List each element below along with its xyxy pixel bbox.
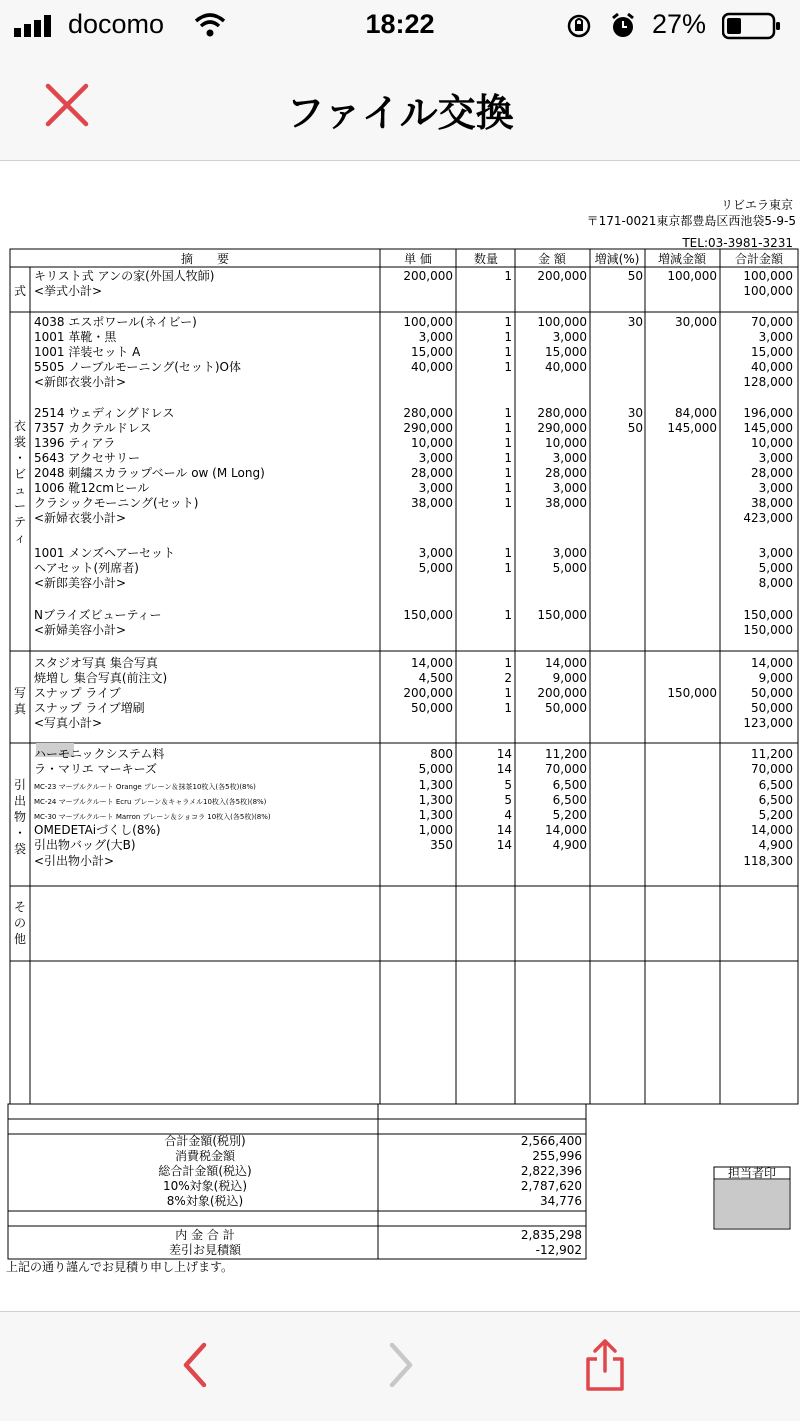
item-name: スタジオ写真 集合写真	[34, 656, 158, 670]
line-total: 5,000	[758, 561, 793, 575]
quantity: 1	[504, 656, 512, 670]
unit-price: 800	[430, 747, 453, 761]
quantity: 14	[496, 838, 512, 852]
item-name: MC-23 マーブルクルート Orange プレーン＆抹茶10枚入(各5枚)(8%)	[34, 783, 256, 791]
section-label-char: ・	[13, 451, 27, 465]
status-bar	[0, 0, 800, 52]
item-name: 5643 アクセサリー	[34, 451, 140, 465]
amount: 100,000	[537, 315, 587, 329]
line-total: 123,000	[743, 716, 793, 730]
unit-price: 290,000	[403, 421, 453, 435]
line-total: 3,000	[758, 451, 793, 465]
quantity: 1	[504, 269, 512, 283]
unit-price: 200,000	[403, 686, 453, 700]
back-arrow-icon[interactable]	[172, 1337, 222, 1393]
line-total: 28,000	[751, 466, 793, 480]
unit-price: 3,000	[418, 481, 453, 495]
item-name: <写真小計>	[34, 716, 103, 730]
quantity: 1	[504, 451, 512, 465]
amount: 38,000	[545, 496, 587, 510]
line-total: 196,000	[743, 406, 793, 420]
header-item: 摘 要	[180, 252, 230, 266]
unit-price: 200,000	[403, 269, 453, 283]
amount: 11,200	[545, 747, 587, 761]
summary-label: 消費税金額	[174, 1149, 236, 1163]
unit-price: 1,300	[418, 808, 453, 822]
header-amount: 金 額	[538, 252, 566, 266]
unit-price: 350	[430, 838, 453, 852]
amount: 6,500	[552, 793, 587, 807]
amount: 5,200	[552, 808, 587, 822]
line-total: 4,900	[758, 838, 793, 852]
line-total: 423,000	[743, 511, 793, 525]
line-total: 11,200	[751, 747, 793, 761]
unit-price: 40,000	[411, 360, 453, 374]
summary-label: 合計金額(税別)	[164, 1134, 246, 1148]
amount: 70,000	[545, 762, 587, 776]
change-percent: 30	[627, 315, 643, 329]
quantity: 1	[504, 421, 512, 435]
amount: 14,000	[545, 823, 587, 837]
page-title: ファイル交換	[286, 91, 514, 135]
line-total: 100,000	[743, 269, 793, 283]
battery-percent: 27%	[652, 9, 707, 39]
item-name: Nブライズビューティー	[34, 608, 162, 622]
unit-price: 1,000	[418, 823, 453, 837]
unit-price: 50,000	[411, 701, 453, 715]
line-total: 15,000	[751, 345, 793, 359]
item-name: MC-24 マーブルクルート Ecru プレーン＆キャラメル10枚入(各5枚)(8%)	[34, 798, 267, 806]
unit-price: 3,000	[418, 330, 453, 344]
section-labels	[14, 283, 27, 946]
summary-label: 総合計金額(税込)	[158, 1164, 252, 1178]
quantity: 1	[504, 330, 512, 344]
forward-arrow-icon	[374, 1337, 424, 1393]
line-total: 3,000	[758, 546, 793, 560]
quantity: 1	[504, 496, 512, 510]
section-label-char: 出	[13, 794, 27, 808]
change-amount: 100,000	[667, 269, 717, 283]
quantity: 14	[496, 762, 512, 776]
change-percent: 50	[627, 269, 643, 283]
quantity: 4	[504, 808, 512, 822]
summary-label: 10%対象(税込)	[162, 1179, 248, 1193]
bottom-toolbar	[0, 1311, 800, 1421]
section-label-char: そ	[13, 900, 27, 914]
line-total: 100,000	[743, 284, 793, 298]
section-label-char: 他	[13, 932, 27, 946]
quantity: 14	[496, 747, 512, 761]
item-name: 1006 靴12cmヒール	[34, 481, 150, 495]
quantity: 1	[504, 315, 512, 329]
item-name: <新郎美容小計>	[34, 576, 127, 590]
summary-value: 2,566,400	[520, 1134, 582, 1148]
item-name: 1001 洋装セット A	[34, 345, 141, 359]
quantity: 1	[504, 686, 512, 700]
item-name: 2514 ウェディングドレス	[34, 406, 175, 420]
summary-value: 2,822,396	[520, 1164, 582, 1178]
summary-value: 2,835,298	[520, 1228, 582, 1242]
amount: 10,000	[545, 436, 587, 450]
quantity: 1	[504, 608, 512, 622]
unit-price: 100,000	[403, 315, 453, 329]
item-name: <新郎衣裳小計>	[34, 375, 127, 389]
item-name: OMEDETAiづくし(8%)	[34, 823, 161, 837]
header-change: 増減金額	[657, 252, 707, 266]
quantity: 5	[504, 778, 512, 792]
line-total: 50,000	[751, 686, 793, 700]
item-name: 7357 カクテルドレス	[34, 421, 152, 435]
item-name: 1396 ティアラ	[34, 436, 116, 450]
section-label-char: の	[13, 916, 27, 930]
amount: 3,000	[552, 330, 587, 344]
quantity: 1	[504, 481, 512, 495]
line-total: 150,000	[743, 623, 793, 637]
unit-price: 15,000	[411, 345, 453, 359]
line-total: 50,000	[751, 701, 793, 715]
quantity: 1	[504, 561, 512, 575]
unit-price: 5,000	[418, 561, 453, 575]
line-total: 145,000	[743, 421, 793, 435]
amount: 6,500	[552, 778, 587, 792]
section-label-char: 式	[13, 284, 27, 298]
amount: 150,000	[537, 608, 587, 622]
header-qty: 数量	[473, 252, 499, 266]
unit-price: 3,000	[418, 451, 453, 465]
amount: 28,000	[545, 466, 587, 480]
quantity: 1	[504, 701, 512, 715]
item-name: <挙式小計>	[34, 284, 103, 298]
summary-label: 差引お見積額	[168, 1243, 242, 1257]
quantity: 1	[504, 360, 512, 374]
amount: 40,000	[545, 360, 587, 374]
item-name: <新婦衣裳小計>	[34, 511, 127, 525]
item-name: 4038 エスポワール(ネイビー)	[34, 315, 197, 329]
amount: 200,000	[537, 686, 587, 700]
company-tel: TEL:03-3981-3231	[682, 236, 793, 250]
amount: 200,000	[537, 269, 587, 283]
change-percent: 30	[627, 406, 643, 420]
footer-note: 上記の通り謹んでお見積り申し上げます。	[6, 1260, 234, 1274]
line-total: 5,200	[758, 808, 793, 822]
item-name: <引出物小計>	[34, 854, 115, 868]
line-total: 3,000	[758, 330, 793, 344]
item-name: スナップ ライブ	[34, 686, 121, 700]
summary-value: 34,776	[540, 1194, 582, 1208]
amount: 5,000	[552, 561, 587, 575]
item-name: ハーモニックシステム料	[34, 747, 165, 761]
alarm-icon	[610, 12, 636, 40]
line-total: 9,000	[758, 671, 793, 685]
amount: 15,000	[545, 345, 587, 359]
section-label-char: 裳	[13, 435, 27, 449]
section-label-char: 写	[13, 686, 27, 700]
document-preview[interactable]	[0, 161, 800, 1311]
item-name: 5505 ノーブルモーニング(セット)O体	[34, 360, 242, 374]
quantity: 1	[504, 466, 512, 480]
line-total: 40,000	[751, 360, 793, 374]
amount: 9,000	[552, 671, 587, 685]
change-amount: 150,000	[667, 686, 717, 700]
line-total: 14,000	[751, 656, 793, 670]
line-total: 128,000	[743, 375, 793, 389]
amount: 50,000	[545, 701, 587, 715]
item-name: MC-30 マーブルクルート Marron プレーン＆ショコラ 10枚入(各5枚)(8%)	[34, 813, 271, 821]
line-items	[34, 268, 793, 868]
quantity: 1	[504, 546, 512, 560]
header-pct: 増減(%)	[594, 252, 640, 266]
line-total: 150,000	[743, 608, 793, 622]
share-icon[interactable]	[580, 1337, 630, 1393]
header-total: 合計金額	[734, 252, 784, 266]
header-unit-price: 単 価	[404, 252, 432, 266]
item-name: 引出物バッグ(大B)	[34, 838, 136, 852]
line-total: 118,300	[743, 854, 793, 868]
line-total: 6,500	[758, 778, 793, 792]
line-total: 14,000	[751, 823, 793, 837]
amount: 3,000	[552, 451, 587, 465]
section-label-char: 真	[13, 702, 27, 716]
stamp-label: 担当者印	[727, 1166, 777, 1180]
unit-price: 5,000	[418, 762, 453, 776]
section-label-char: 物	[13, 810, 27, 824]
quantity: 2	[504, 671, 512, 685]
summary-label: 内 金 合 計	[175, 1228, 235, 1242]
item-name: 1001 メンズヘアーセット	[34, 546, 176, 560]
unit-price: 4,500	[418, 671, 453, 685]
section-label-char: ビ	[13, 467, 27, 481]
item-name: ラ・マリエ マーキーズ	[34, 762, 157, 776]
amount: 280,000	[537, 406, 587, 420]
unit-price: 280,000	[403, 406, 453, 420]
amount: 3,000	[552, 546, 587, 560]
summary-label: 8%対象(税込)	[166, 1194, 244, 1208]
item-name: <新婦美容小計>	[34, 623, 127, 637]
line-total: 70,000	[751, 762, 793, 776]
item-name: キリスト式 アンの家(外国人牧師)	[34, 269, 215, 283]
section-label-char: 引	[13, 778, 27, 792]
amount: 3,000	[552, 481, 587, 495]
item-name: 1001 革靴・黒	[34, 330, 117, 344]
rotation-lock-icon	[566, 13, 592, 39]
item-name: 焼増し 集合写真(前注文)	[34, 671, 168, 685]
estimate-sheet	[0, 161, 800, 1311]
item-name: 2048 刺繍スカラップベール ow (M Long)	[34, 466, 265, 480]
section-label-char: 衣	[13, 419, 27, 433]
change-percent: 50	[627, 421, 643, 435]
unit-price: 150,000	[403, 608, 453, 622]
section-label-char: テ	[13, 515, 27, 529]
line-total: 38,000	[751, 496, 793, 510]
section-label-char: 袋	[13, 842, 27, 856]
carrier-name: docomo	[68, 9, 165, 39]
unit-price: 10,000	[411, 436, 453, 450]
line-total: 70,000	[751, 315, 793, 329]
unit-price: 28,000	[411, 466, 453, 480]
clock: 18:22	[365, 9, 435, 39]
section-label-char: ー	[13, 499, 27, 513]
section-label-char: ィ	[13, 531, 27, 545]
section-label-char: ・	[13, 826, 27, 840]
unit-price: 1,300	[418, 778, 453, 792]
quantity: 1	[504, 345, 512, 359]
section-label-char: ュ	[13, 483, 27, 497]
quantity: 5	[504, 793, 512, 807]
amount: 290,000	[537, 421, 587, 435]
navigation-bar	[0, 52, 800, 161]
item-name: クラシックモーニング(セット)	[34, 496, 199, 510]
line-total: 6,500	[758, 793, 793, 807]
summary-value: 2,787,620	[520, 1179, 582, 1193]
amount: 4,900	[552, 838, 587, 852]
change-amount: 145,000	[667, 421, 717, 435]
item-name: ヘアセット(列席者)	[34, 561, 139, 575]
quantity: 1	[504, 406, 512, 420]
change-amount: 30,000	[675, 315, 717, 329]
company-name: リビエラ東京	[720, 198, 793, 212]
battery-icon	[722, 12, 782, 40]
quantity: 1	[504, 436, 512, 450]
company-address: 〒171-0021東京都豊島区西池袋5-9-5	[586, 214, 796, 228]
unit-price: 3,000	[418, 546, 453, 560]
summary-table	[158, 1133, 582, 1257]
line-total: 8,000	[758, 576, 793, 590]
unit-price: 38,000	[411, 496, 453, 510]
summary-value: -12,902	[535, 1243, 582, 1257]
amount: 14,000	[545, 656, 587, 670]
line-total: 3,000	[758, 481, 793, 495]
item-name: スナップ ライブ増刷	[34, 701, 145, 715]
unit-price: 14,000	[411, 656, 453, 670]
change-amount: 84,000	[675, 406, 717, 420]
stamp-area	[715, 1180, 789, 1228]
quantity: 14	[496, 823, 512, 837]
unit-price: 1,300	[418, 793, 453, 807]
summary-value: 255,996	[532, 1149, 582, 1163]
line-total: 10,000	[751, 436, 793, 450]
